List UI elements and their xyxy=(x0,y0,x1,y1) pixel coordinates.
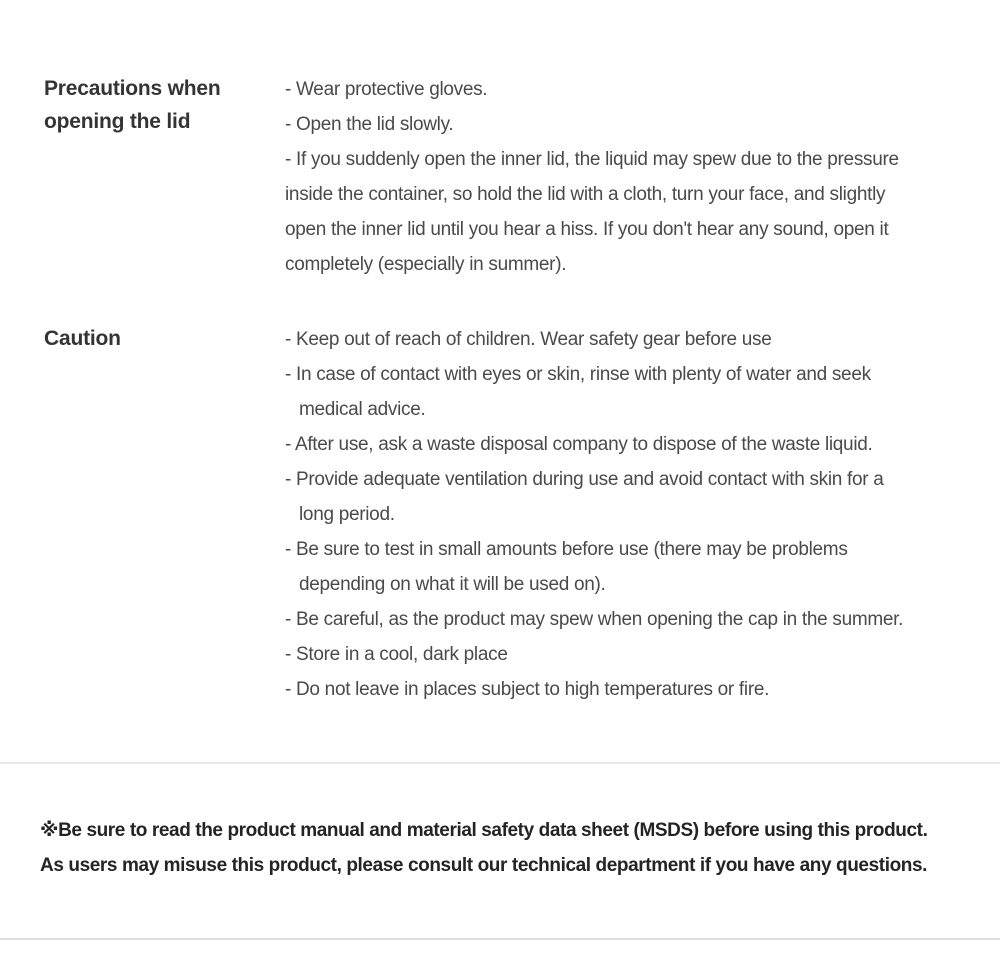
bottom-divider xyxy=(0,938,1000,940)
bullet-line: - Be sure to test in small amounts before use (there may be problems xyxy=(285,539,848,560)
bullet-line: - After use, ask a waste disposal company to dispose of the waste liquid. xyxy=(285,434,873,455)
bullet-line-continuation: depending on what it will be used on). xyxy=(299,574,606,595)
section-divider xyxy=(0,762,1000,764)
bullet-line: - If you suddenly open the inner lid, the liquid may spew due to the pressure xyxy=(285,149,899,170)
bullet-line: - Provide adequate ventilation during use and avoid contact with skin for a xyxy=(285,469,884,490)
bullet-line-continuation: completely (especially in summer). xyxy=(285,254,567,275)
bullet-line: - In case of contact with eyes or skin, rinse with plenty of water and seek xyxy=(285,364,871,385)
heading-line: Precautions when xyxy=(44,77,221,100)
note-line: As users may misuse this product, please consult our technical department if you have any questions. xyxy=(40,855,928,876)
bullet-line-continuation: inside the container, so hold the lid with a cloth, turn your face, and slightly xyxy=(285,184,886,205)
section-heading-precautions xyxy=(44,72,285,138)
bullet-line: - Keep out of reach of children. Wear safety gear before use xyxy=(285,329,772,350)
bullet-line: - Store in a cool, dark place xyxy=(285,644,508,665)
section-body xyxy=(285,322,984,707)
bullet-line-continuation: open the inner lid until you hear a hiss. If you don't hear any sound, open it xyxy=(285,219,889,240)
heading-line: opening the lid xyxy=(44,110,191,133)
bullet-line: - Open the lid slowly. xyxy=(285,114,454,135)
section-heading-caution xyxy=(44,322,285,355)
bullet-line: - Do not leave in places subject to high temperatures or fire. xyxy=(285,679,770,700)
bullet-line: - Wear protective gloves. xyxy=(285,79,488,100)
section-caution xyxy=(44,322,984,707)
heading-line: Caution xyxy=(44,327,121,350)
section-body xyxy=(285,72,984,282)
section-precautions-opening-lid xyxy=(44,72,984,282)
msds-warning-note xyxy=(40,813,992,883)
note-line: ※Be sure to read the product manual and material safety data sheet (MSDS) before using this product. xyxy=(40,820,928,841)
bullet-line-continuation: long period. xyxy=(299,504,395,525)
bullet-line-continuation: medical advice. xyxy=(299,399,426,420)
bullet-line: - Be careful, as the product may spew when opening the cap in the summer. xyxy=(285,609,904,630)
